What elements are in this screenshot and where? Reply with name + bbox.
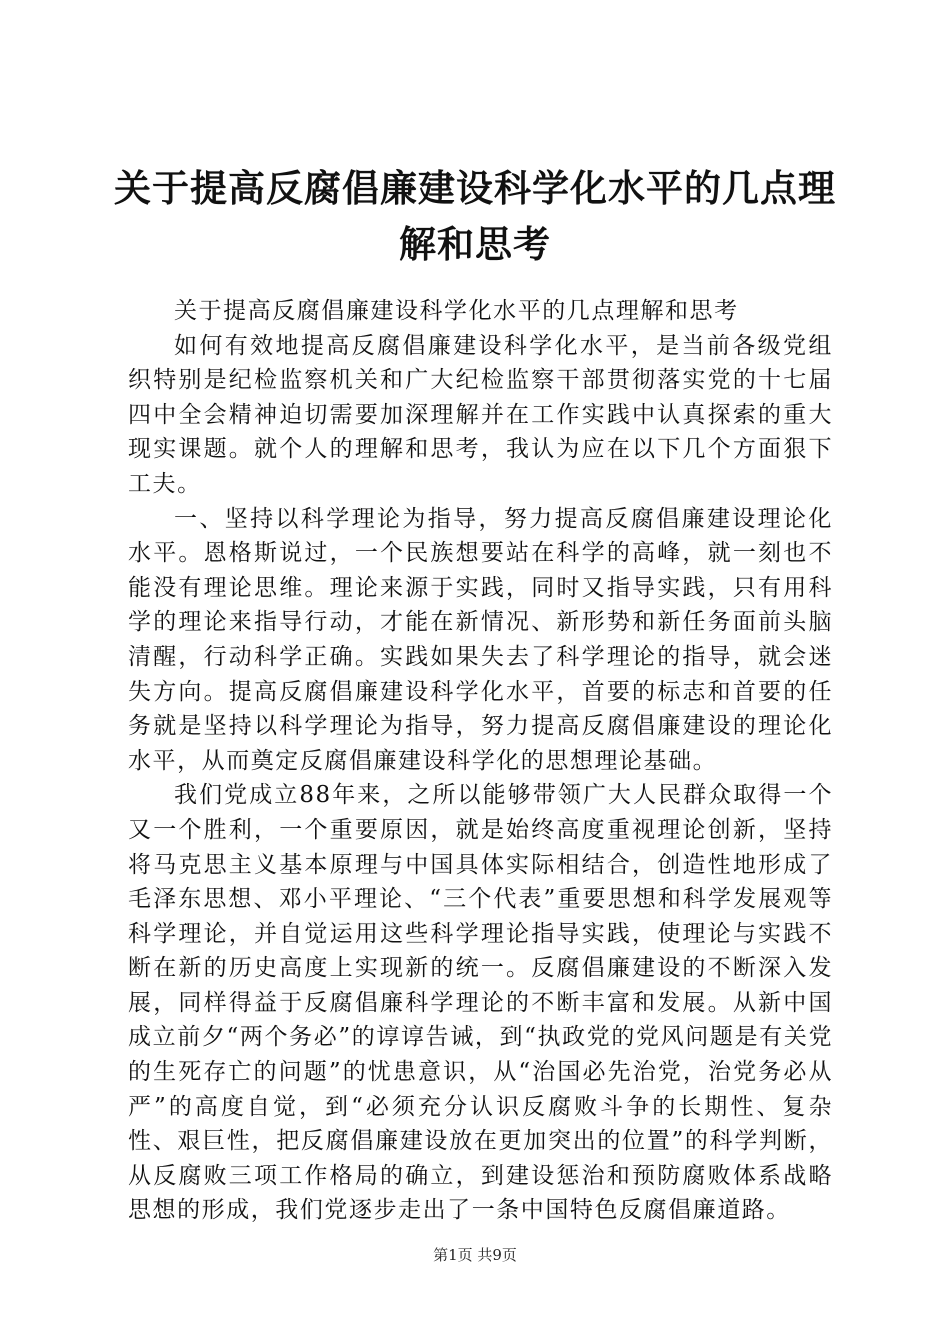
history-paragraph: 我们党成立88年来，之所以能够带领广大人民群众取得一个又一个胜利，一个重要原因，就是始终高度重视理论创新，坚持将马克思主义基本原理与中国具体实际相结合，创造性地形成了毛泽东思想、邓小平理论、“三个代表”重要思想和科学发展观等科学理论，并自觉运用这些科学理论指导实践，使理论与实践不断在新的历史高度上实现新的统一。反腐倡廉建设的不断深入发展，同样得益于反腐倡廉科学理论的不断丰富和发展。从新中国成立前夕“两个务必”的谆谆告诫，到“执政党的党风问题是有关党的生死存亡的问题”的忧患意识，从“治国必先治党，治党务必从严”的高度自觉，到“必须充分认识反腐败斗争的长期性、复杂性、艰巨性，把反腐倡廉建设放在更加突出的位置”的科学判断，从反腐败三项工作格局的确立，到建设惩治和预防腐败体系战略思想的形成，我们党逐步走出了一条中国特色反腐倡廉道路。 [128, 782, 833, 1224]
subtitle-paragraph: 关于提高反腐倡廉建设科学化水平的几点理解和思考 [174, 298, 739, 324]
document-body [128, 294, 833, 1228]
section-one-paragraph: 一、坚持以科学理论为指导，努力提高反腐倡廉建设理论化水平。恩格斯说过，一个民族想要站在科学的高峰，就一刻也不能没有理论思维。理论来源于实践，同时又指导实践，只有用科学的理论来指导行动，才能在新情况、新形势和新任务面前头脑清醒，行动科学正确。实践如果失去了科学理论的指导，就会迷失方向。提高反腐倡廉建设科学化水平，首要的标志和首要的任务就是坚持以科学理论为指导，努力提高反腐倡廉建设的理论化水平，从而奠定反腐倡廉建设科学化的思想理论基础。 [128, 505, 833, 774]
document-title: 关于提高反腐倡廉建设科学化水平的几点理解和思考 [114, 166, 836, 266]
intro-paragraph: 如何有效地提高反腐倡廉建设科学化水平，是当前各级党组织特别是纪检监察机关和广大纪检监察干部贯彻落实党的十七届四中全会精神迫切需要加深理解并在工作实践中认真探索的重大现实课题。就个人的理解和思考，我认为应在以下几个方面狠下工夫。 [128, 332, 833, 497]
page-number-footer: 第1页 共9页 [433, 1246, 517, 1264]
